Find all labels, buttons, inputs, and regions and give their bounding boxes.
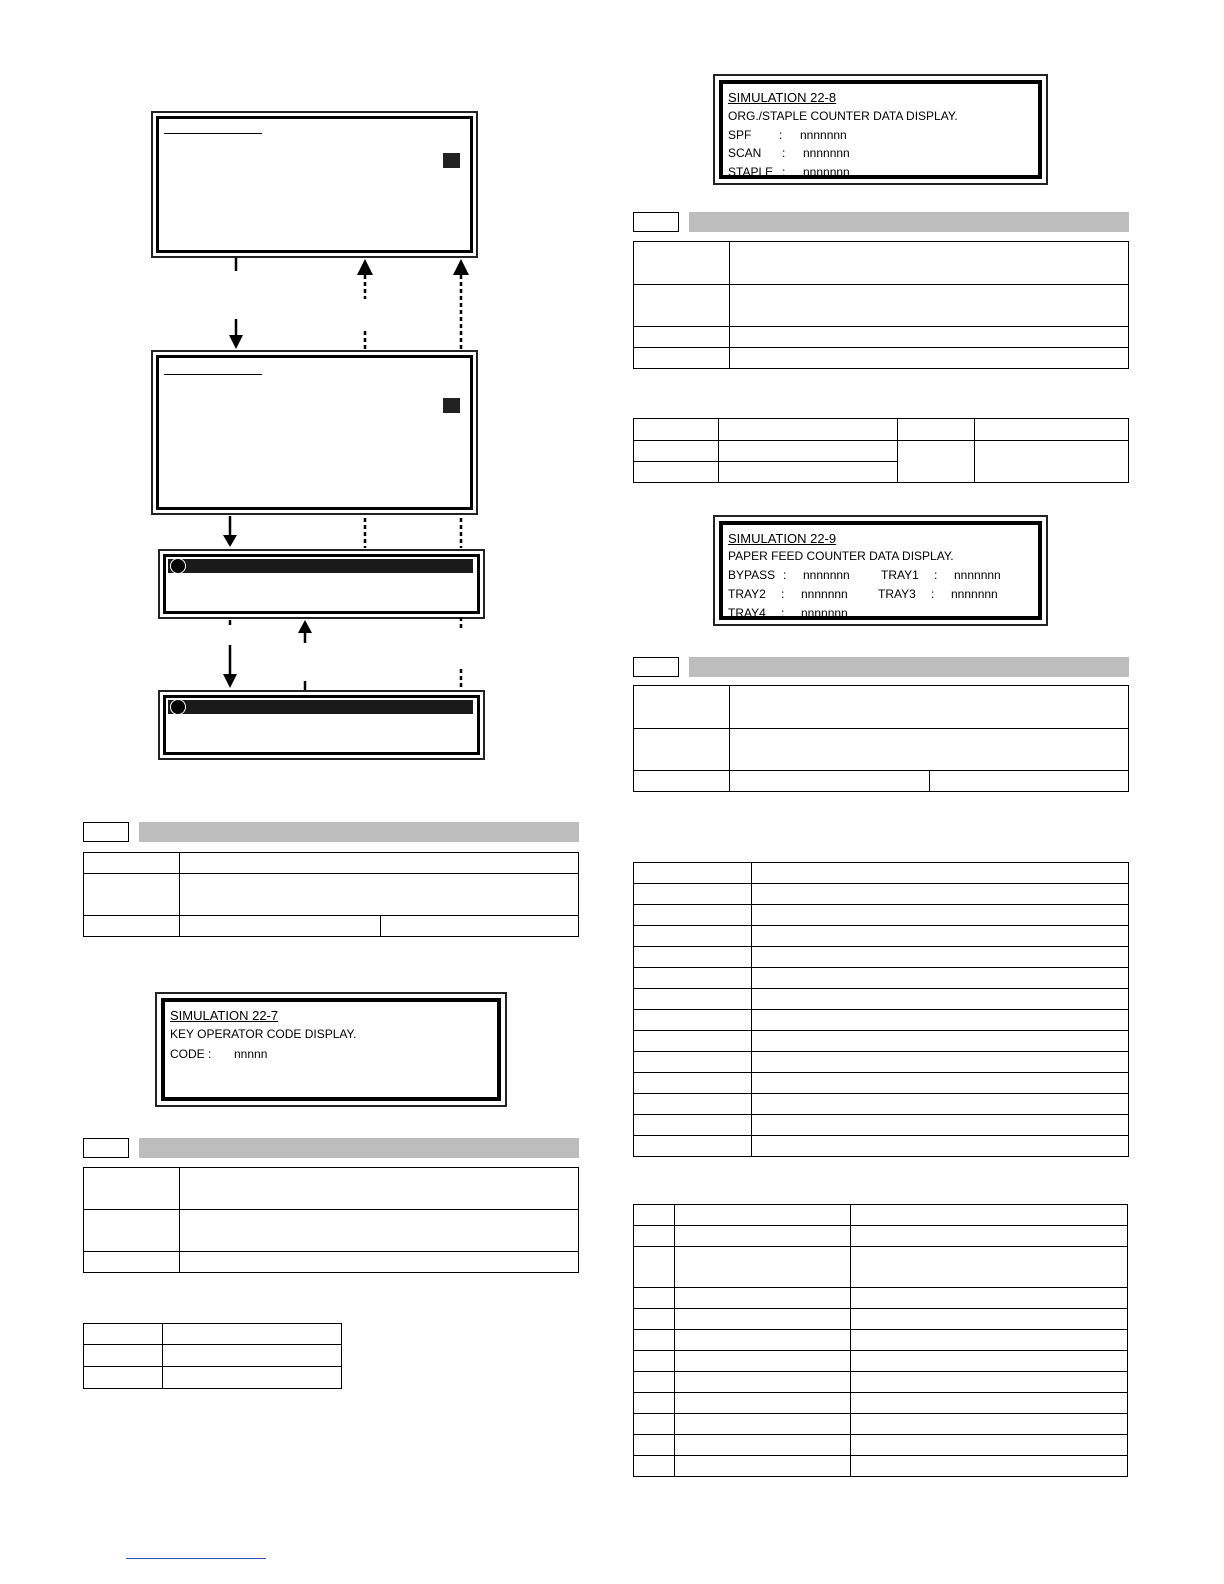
sim22-9-display: [713, 515, 1048, 626]
section-heading-bar: [139, 1138, 579, 1158]
counter-label: SPF: [728, 128, 752, 142]
small-table: [83, 1323, 342, 1389]
section-number-box: [83, 822, 129, 842]
sim22-8-display: [713, 74, 1048, 185]
counter-label: STAPLE: [728, 165, 774, 179]
counter-sep: :: [781, 587, 785, 601]
counter-sep: :: [782, 146, 786, 160]
code-label: CODE :: [170, 1047, 212, 1061]
counter-value: nnnnnnn: [803, 165, 850, 179]
section-number-box: [633, 212, 679, 232]
display-line: ORG./STAPLE COUNTER DATA DISPLAY.: [728, 109, 958, 123]
display-line: PAPER FEED COUNTER DATA DISPLAY.: [728, 549, 954, 563]
section-heading-bar: [689, 212, 1129, 232]
spec-table: [83, 852, 579, 937]
display-title: SIMULATION 22-7: [170, 1008, 279, 1023]
flow-screen-3: [158, 549, 485, 619]
counter-label: TRAY2: [728, 587, 766, 601]
flow-arrows-2: [150, 514, 490, 554]
display-title: SIMULATION 22-8: [728, 90, 837, 105]
sim22-7-display: [155, 992, 507, 1107]
counter-label: SCAN: [728, 146, 762, 160]
flow-screen-1: [151, 111, 478, 258]
test-icon: [170, 558, 186, 574]
counter-label: TRAY4: [728, 606, 766, 620]
counter-value: nnnnnnn: [803, 146, 850, 160]
test-icon: [170, 699, 186, 715]
counter-table: [633, 418, 1129, 483]
counter-sep: :: [934, 568, 938, 582]
counter-sep: :: [779, 128, 783, 142]
counter-sep: :: [931, 587, 935, 601]
code-value: nnnnn: [234, 1047, 268, 1061]
spec-table: [83, 1167, 579, 1273]
flow-arrows-3: [150, 617, 490, 693]
counter-label: BYPASS: [728, 568, 776, 582]
flow-arrows-1: [150, 255, 490, 355]
counter-value: nnnnnnn: [800, 128, 847, 142]
counter-value: nnnnnnn: [803, 568, 850, 582]
footer-link-underline: [126, 1558, 266, 1559]
counter-value: nnnnnnn: [801, 606, 848, 620]
section-heading-bar: [139, 822, 579, 842]
counter-value: nnnnnnn: [951, 587, 998, 601]
counter-value: nnnnnnn: [801, 587, 848, 601]
section-number-box: [83, 1138, 129, 1158]
section-heading-bar: [689, 657, 1129, 677]
list-table: [633, 862, 1129, 1157]
flow-key-icon: [443, 153, 460, 168]
flow-screen-4: [158, 690, 485, 760]
counter-sep: :: [783, 568, 787, 582]
display-line: KEY OPERATOR CODE DISPLAY.: [170, 1027, 357, 1041]
section-number-box: [633, 657, 679, 677]
display-title: SIMULATION 22-9: [728, 531, 837, 546]
counter-sep: :: [781, 606, 785, 620]
counter-label: TRAY3: [878, 587, 916, 601]
flow-key-icon: [443, 398, 460, 413]
spec-table: [633, 241, 1129, 369]
flow-screen-2: [151, 350, 478, 515]
counter-value: nnnnnnn: [954, 568, 1001, 582]
spec-table: [633, 685, 1129, 792]
counter-label: TRAY1: [881, 568, 919, 582]
counter-sep: :: [782, 165, 786, 179]
item-table: [633, 1204, 1128, 1477]
